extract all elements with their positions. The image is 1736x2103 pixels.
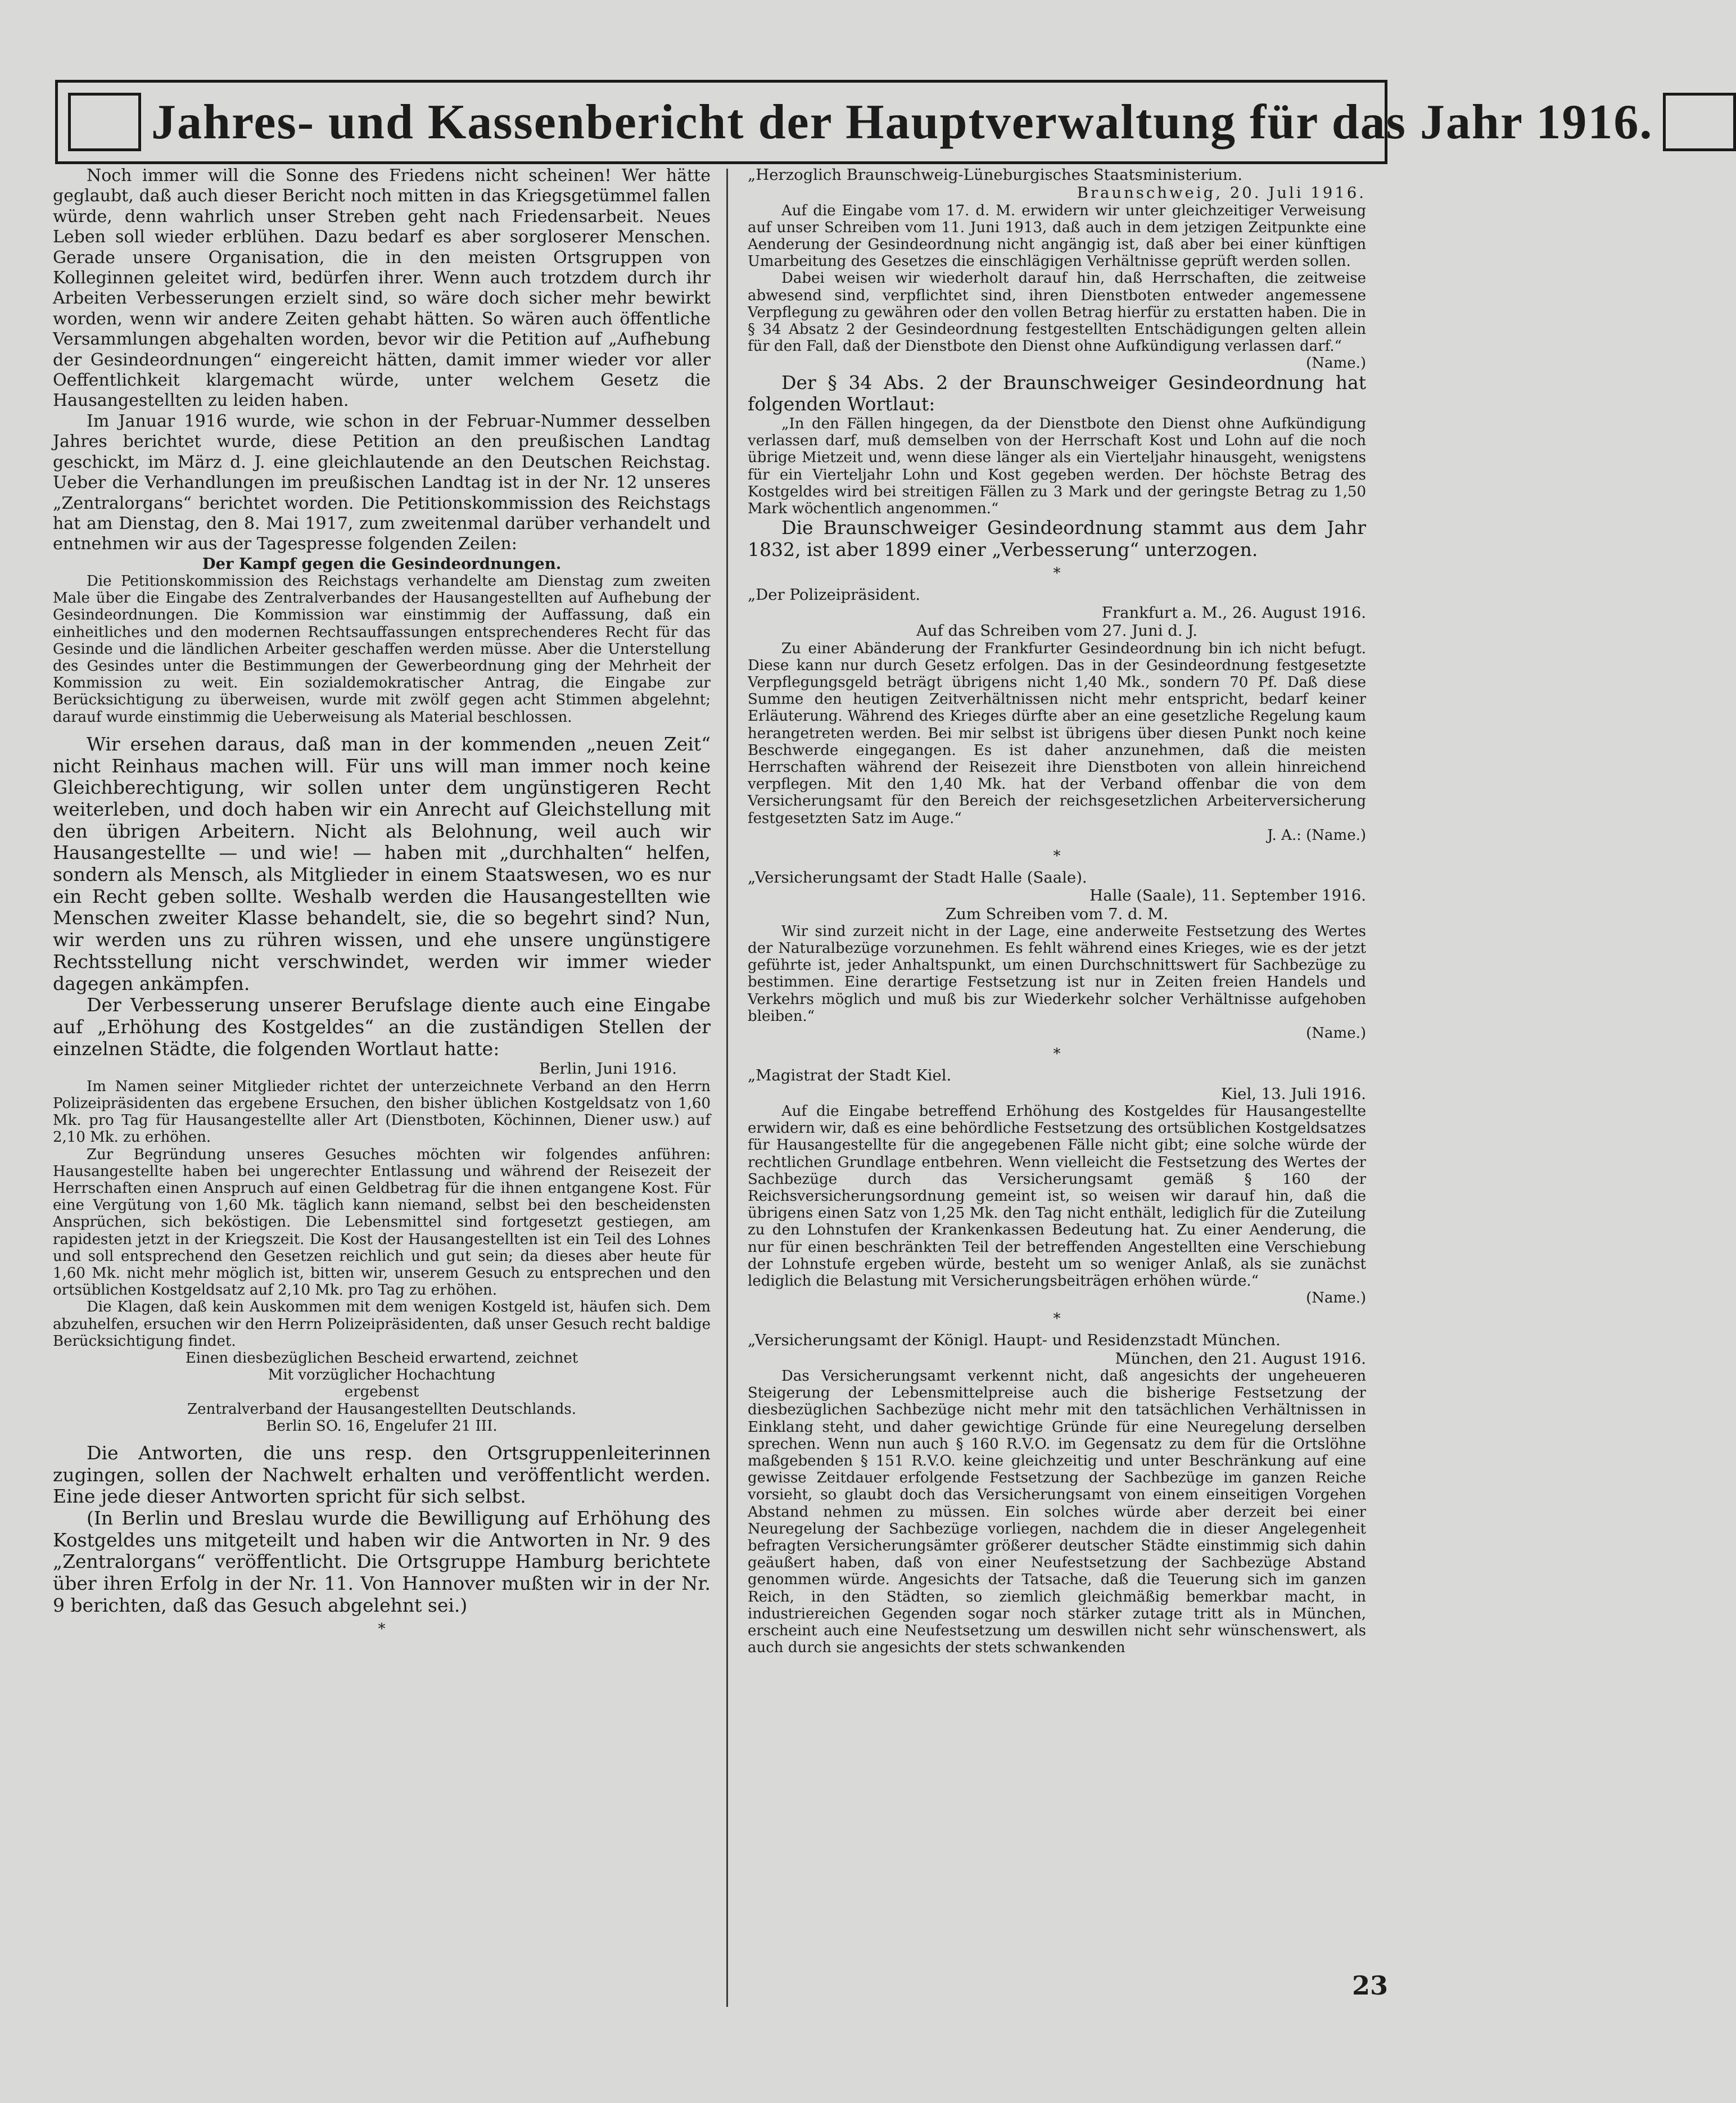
banner-left-box — [68, 93, 141, 151]
letter-heading-halle: „Versicherungsamt der Stadt Halle (Saale). — [748, 868, 1087, 887]
statute-intro: Der § 34 Abs. 2 der Braunschweiger Gesindeordnung hat folgenden Wortlaut: — [748, 371, 1366, 415]
cities-paragraph: (In Berlin und Breslau wurde die Bewilligung auf Erhöhung des Kostgeldes uns mitgeteilt und haben wir die Antworten in Nr. 9 des „Zentralorgans“ veröffentlicht. Die Ortsgruppe Hamburg berichtete über ihren Erfolg in der Nr. 11. Von Hannover mußten wir in der Nr. 9 berichten, daß das Gesuch abgelehnt sei.) — [53, 1507, 711, 1616]
banner-right-box — [1663, 93, 1736, 151]
section-separator: * — [1053, 564, 1061, 582]
answers-paragraph: Die Antworten, die uns resp. den Ortsgruppenleiterinnen zugingen, sollen der Nachwelt erhalten und veröffentlicht werden. Eine jede dieser Antworten spricht für sich selbst. — [53, 1441, 711, 1508]
letter-date-halle: Halle (Saale), 11. September 1916. — [1089, 887, 1366, 905]
section-separator: * — [378, 1620, 386, 1638]
letter-signature: Zentralverband der Hausangestellten Deutschlands. — [187, 1400, 576, 1418]
letter-body-muenchen: Das Versicherungsamt verkennt nicht, daß angesichts der ungeheueren Steigerung der Lebensmittelpreise auch die bisherige Festsetzung der diesbezüglichen Sachbezüge nicht mehr mit den tatsächlichen Verhältnissen in Einklang steht, und daher gewichtige Gründe für eine Neuregelung derselben sprechen. Wenn nun auch § 160 R.V.O. im Gegensatz zu dem für die Ortslöhne maßgebenden § 151 R.V.O. keine gleichzeitig und unter Beschränkung auf eine gewisse Zeitdauer erfolgende Festsetzung der Sachbezüge im ganzen Reiche vorsieht, so glaubt doch das Versicherungsamt von einem einseitigen Vorgehen Abstand nehmen zu müssen. Ein solches würde aber derzeit bei einer Neuregelung der Sachbezüge vorliegen, nachdem die in dieser Angelegenheit befragten Versicherungsämter größerer deutscher Städte einstimmig sich dahin geäußert haben, daß von einer Neufestsetzung der Sachbezüge Abstand genommen würde. Angesichts der Tatsache, daß die Teuerung sich im ganzen Reich, in den Städten, so ziemlich gleichmäßig bemerkbar macht, in industriereichen Gegenden sogar noch stärker zutage tritt als in München, erscheint auch eine Neufestsetzung um deswillen nicht sehr wünschenswert, als auch durch sie angesichts der stets schwankenden — [748, 1367, 1366, 1657]
letter-reference: Zum Schreiben vom 7. d. M. — [945, 904, 1168, 923]
commentary-paragraph: Wir ersehen daraus, daß man in der kommenden „neuen Zeit“ nicht Reinhaus machen will. Für uns will man immer noch keine Gleichberechtigung, wir sollen unter dem ungünstigeren Recht weiterleben, und doch haben wir ein Anrecht auf Gleichstellung mit den übrigen Arbeitern. Nicht als Belohnung, weil auch wir Hausangestellte — und wie! — haben mit „durchhalten“ helfen, sondern als Mensch, als Mitglieder in einem Staatswesen, wo es nur ein Recht geben sollte. Weshalb werden die Hausangestellten wie Menschen zweiter Klasse behandelt, sie, die so begehrt sind? Nun, wir werden uns zu rühren wissen, und ehe unsere ungünstigere Rechtsstellung nicht verschwindet, werden wir immer wieder dagegen ankämpfen. — [53, 732, 711, 994]
letter-reference: Auf das Schreiben vom 27. Juni d. J. — [916, 622, 1197, 640]
letter-signature: (Name.) — [1306, 1290, 1366, 1307]
letter-date: Berlin, Juni 1916. — [539, 1060, 677, 1078]
letter-closing: ergebenst — [344, 1383, 419, 1401]
letter-closing: Einen diesbezüglichen Bescheid erwartend, zeichnet — [185, 1349, 578, 1367]
letter-signature: (Name.) — [1306, 1025, 1366, 1042]
letter-body-frankfurt: Zu einer Abänderung der Frankfurter Gesindeordnung bin ich nicht befugt. Diese kann nur durch Gesetz erfolgen. Das in der Gesindeordnung festgesetzte Verpflegungsgeld beträgt übrigens nicht 1,40 Mk., sondern 70 Pf. Daß diese Summe den heutigen Zeitverhältnissen nicht mehr entspricht, bedarf keiner Erläuterung. Während des Krieges dürfte aber an eine gesetzliche Regelung kaum herangetreten werden. Bei mir selbst ist übrigens über diesen Punkt noch keine Beschwerde eingegangen. Es ist daher anzunehmen, daß die meisten Herrschaften während der Reisezeit ihre Dienstboten von allein hinreichend verpflegen. Mit den 1,40 Mk. hat der Verband offenbar die von dem Versicherungsamt für den Bereich der reichsgesetzlichen Arbeiterversicherung festgesetzten Satz im Auge.“ — [748, 640, 1366, 827]
section-separator: * — [1053, 847, 1061, 865]
letter-body-halle: Wir sind zurzeit nicht in der Lage, eine anderweite Festsetzung des Wertes der Naturalbezüge vorzunehmen. Es fehlt während eines Krieges, wie es der jetzt geführte ist, jeder Anhaltspunkt, um einen Durchschnittswert für Sachbezüge zu bestimmen. Eine derartige Festsetzung ist nur in Zeiten freien Handels und Verkehrs möglich und muß bis zur Wiederkehr solcher Verhältnisse aufgehoben bleiben.“ — [748, 922, 1366, 1025]
letter-signature: (Name.) — [1306, 355, 1366, 372]
section-separator: * — [1053, 1046, 1061, 1063]
letter-body-braunschweig: Dabei weisen wir wiederholt darauf hin, daß Herrschaften, die zeitweise abwesend sind, verpflichtet sind, ihren Dienstboten entweder angemessene Verpflegung zu gewähren oder den vollen Betrag hierfür zu erstatten haben. Die in § 34 Absatz 2 der Gesindeordnung festgestellten Entschädigungen gelten allein für den Fall, daß der Dienstbote den Dienst ohne Aufkündigung verlassen darf.“ — [748, 270, 1366, 355]
left-column — [53, 166, 711, 1641]
title-banner — [55, 80, 1653, 164]
letter-signature: J. A.: (Name.) — [1267, 826, 1366, 844]
letter-heading-frankfurt: „Der Polizeipräsident. — [748, 585, 920, 604]
page-title: Jahres- und Kassenbericht der Hauptverwaltung für das Jahr 1916. — [151, 94, 1653, 150]
letter-closing: Mit vorzüglicher Hochachtung — [268, 1367, 496, 1384]
letter-date-muenchen: München, den 21. August 1916. — [1115, 1349, 1366, 1368]
statute-quote: „In den Fällen hingegen, da der Dienstbote den Dienst ohne Aufkündigung verlassen darf, muß demselben von der Herrschaft Kost und Lohn auf die noch übrige Mietzeit und, wenn diese länger als ein Vierteljahr hinausgeht, wenigstens für ein Vierteljahr Lohn und Kost gegeben werden. Der höchste Betrag des Kostgeldes wird bei streitigen Fällen zu 3 Mark und der geringste Betrag zu 1,50 Mark wöchentlich angenommen.“ — [748, 415, 1366, 518]
letter-heading-muenchen: „Versicherungsamt der Königl. Haupt- und Residenzstadt München. — [748, 1331, 1281, 1350]
letter-paragraph-2: Zur Begründung unseres Gesuches möchten wir folgendes anführen: Hausangestellte haben bei ungerechter Entlassung und während der Reisezeit der Herrschaften einen Anspruch auf einen Geldbetrag für die ihnen entgangene Kost. Für eine Vergütung von 1,60 Mk. täglich kann niemand, selbst bei den bescheidensten Ansprüchen, sich beköstigen. Die Lebensmittel sind fortgesetzt gestiegen, am rapidesten jetzt in der Kriegszeit. Die Kost der Hausangestellten ist ein Teil des Lohnes und soll entsprechend den Gesetzen reichlich und gut sein; da dieses aber heute für 1,60 Mk. nicht mehr möglich ist, bitten wir, unserem Gesuch zu entsprechen und den ortsüblichen Kostgeldsatz auf 2,10 Mk. pro Tag zu erhöhen. — [53, 1146, 711, 1299]
column-divider — [726, 169, 728, 2007]
section-separator: * — [1053, 1310, 1061, 1328]
statute-history: Die Braunschweiger Gesindeordnung stammt aus dem Jahr 1832, ist aber 1899 einer „Verbesserung“ unterzogen. — [748, 517, 1366, 560]
letter-date-frankfurt: Frankfurt a. M., 26. August 1916. — [1101, 603, 1366, 622]
letter-body-kiel: Auf die Eingabe betreffend Erhöhung des Kostgeldes für Hausangestellte erwidern wir, daß es eine behördliche Festsetzung des ortsüblichen Kostgeldsatzes für Hausangestellte für die angegebenen Fälle nicht gibt; eine solche würde der rechtlichen Grundlage entbehren. Wenn vielleicht die Festsetzung des Wertes der Sachbezüge durch das Versicherungsamt gemäß § 160 der Reichsversicherungsordnung gemeint ist, so weisen wir darauf hin, daß die übrigens einen Satz von 1,25 Mk. den Tag nicht enthält, lediglich für die Zuteilung zu den Lohnstufen der Krankenkassen Bedeutung hat. Zu einer Aenderung, die nur für einen beschränkten Teil der betreffenden Angestellten eine Verschiebung der Lohnstufe ergeben würde, besteht um so weniger Anlaß, als sie zunächst lediglich die Belastung mit Versicherungsbeiträgen erhöhen würde.“ — [748, 1102, 1366, 1290]
letter-heading-braunschweig: „Herzoglich Braunschweig-Lüneburgisches Staatsministerium. — [748, 166, 1242, 184]
letter-date-kiel: Kiel, 13. Juli 1916. — [1220, 1084, 1366, 1103]
letter-body-braunschweig: Auf die Eingabe vom 17. d. M. erwidern wir unter gleichzeitiger Verweisung auf unser Schreiben vom 11. Juni 1913, daß auch in dem jetzigen Zeitpunkte eine Aenderung der Gesindeordnung nicht angängig ist, daß aber bei einer künftigen Umarbeitung des Gesetzes die einschlägigen Verhältnisse geprüft werden sollen. — [748, 202, 1366, 270]
right-column — [748, 166, 1366, 1656]
letter-paragraph-1: Im Namen seiner Mitglieder richtet der unterzeichnete Verband an den Herrn Polizeipräsidenten das ergebene Ersuchen, den bisher üblichen Kostgeldsatz von 1,60 Mk. pro Tag für Hausangestellte aller Art (Dienstboten, Köchinnen, Diener usw.) auf 2,10 Mk. zu erhöhen. — [53, 1078, 711, 1146]
sub-heading: Der Kampf gegen die Gesindeordnungen. — [202, 554, 562, 573]
letter-paragraph-3: Die Klagen, daß kein Auskommen mit dem wenigen Kostgeld ist, häufen sich. Dem abzuhelfen, ersuchen wir den Herrn Polizeipräsidenten, daß unser Gesuch recht baldige Berücksichtigung findet. — [53, 1299, 711, 1350]
letter-address: Berlin SO. 16, Engelufer 21 III. — [266, 1417, 498, 1435]
letter-heading-kiel: „Magistrat der Stadt Kiel. — [748, 1066, 952, 1085]
petition-paragraph: Im Januar 1916 wurde, wie schon in der Februar-Nummer desselben Jahres berichtet wurde, diese Petition an den preußischen Landtag geschickt, im März d. J. eine gleichlautende an den Deutschen Reichstag. Ueber die Verhandlungen im preußischen Landtag ist in der Nr. 12 unseres „Zentralorgans“ berichtet worden. Die Petitionskommission des Reichstags hat am Dienstag, den 8. Mai 1917, zum zweitenmal darüber verhandelt und entnehmen wir aus der Tagespresse folgenden Zeilen: — [53, 411, 711, 554]
page-number: 23 — [1352, 1970, 1389, 2001]
press-quote: Die Petitionskommission des Reichstags verhandelte am Dienstag zum zweiten Male über die Eingabe des Zentralverbandes der Hausangestellten auf Aufhebung der Gesindeordnungen. Die Kommission war einstimmig der Auffassung, daß ein einheitliches und den modernen Rechtsauffassungen entsprechenderes Recht für das Gesinde und die ländlichen Arbeiter geschaffen werden müsse. Aber die Unterstellung des Gesindes unter die Bestimmungen der Gewerbeordnung ging der Mehrheit der Kommission zu weit. Ein sozialdemokratischer Antrag, die Eingabe zur Berücksichtigung zu überweisen, wurde mit zwölf gegen acht Stimmen abgelehnt; darauf wurde einstimmig die Ueberweisung als Material beschlossen. — [53, 573, 711, 726]
letter-date-braunschweig: Braunschweig, 20. Juli 1916. — [1077, 184, 1366, 202]
kostgeld-paragraph: Der Verbesserung unserer Berufslage diente auch eine Eingabe auf „Erhöhung des Kostgeldes“ an die zuständigen Stellen der einzelnen Städte, die folgenden Wortlaut hatte: — [53, 994, 711, 1060]
intro-paragraph: Noch immer will die Sonne des Friedens nicht scheinen! Wer hätte geglaubt, daß auch dieser Bericht noch mitten in das Kriegsgetümmel fallen würde, denn wahrlich unser Streben geht nach Friedensarbeit. Neues Leben soll wieder erblühen. Dazu bedarf es aber sorgloserer Menschen. Gerade unsere Organisation, die in den meisten Ortsgruppen von Kolleginnen geleitet wird, bedürfen ihrer. Wenn auch trotzdem durch ihr Arbeiten Verbesserungen erzielt sind, so wäre doch sicher mehr bewirkt worden, wenn wir andere Zeiten gehabt hätten. So wären auch öffentliche Versammlungen abgehalten worden, bevor wir die Petition auf „Aufhebung der Gesindeordnungen“ eingereicht hätten, damit immer wieder vor aller Oeffentlichkeit klargemacht würde, unter welchem Gesetz die Hausangestellten zu leiden haben. — [53, 166, 711, 411]
